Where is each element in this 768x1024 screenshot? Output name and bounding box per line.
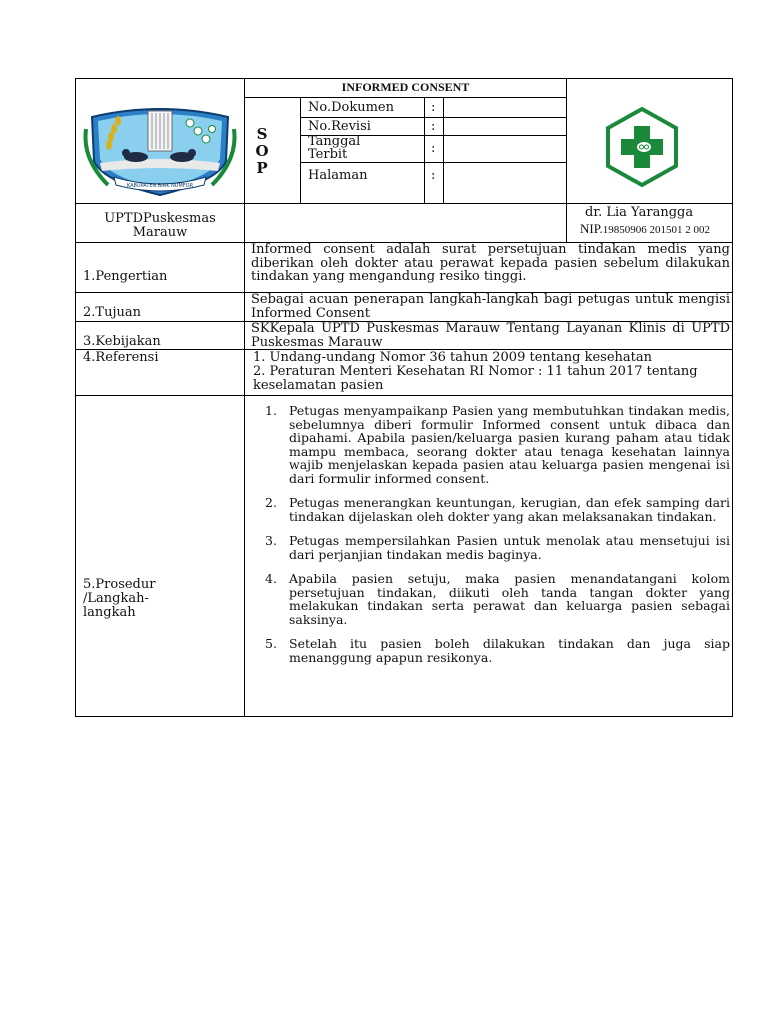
procedure-step bbox=[265, 495, 730, 524]
procedure-step bbox=[265, 533, 730, 562]
logo-caption: KABUPATEN BIAK NUMFOR bbox=[126, 183, 194, 189]
step-number: 3. bbox=[265, 533, 277, 548]
meta-label-halaman: Halaman bbox=[308, 168, 368, 183]
procedure-list bbox=[265, 403, 730, 675]
row-text-kebijakan: SKKepala UPTD Puskesmas Marauw Tentang Layanan Klinis di UPTD Puskesmas Marauw bbox=[251, 321, 730, 350]
procedure-step bbox=[265, 636, 730, 665]
step-number: 4. bbox=[265, 571, 277, 586]
signatory-nip bbox=[580, 222, 710, 237]
step-text: Petugas menyampaikanp Pasien yang membutuhkan tindakan medis, sebelumnya diberi formulir Informed consent untuk dibaca dan dipahami. Apabila pasien/keluarga pasien kurang paham atau tidak mampu membaca, seorang dokter atau tenaga kesehatan lainnya wajib menjelaskan kepada pasien atau keluarga pasien mengenai isi dari formulir informed consent. bbox=[289, 403, 730, 486]
row-text-tujuan: Sebagai acuan penerapan langkah-langkah bagi petugas untuk mengisi Informed Consent bbox=[251, 292, 730, 321]
meta-sep: : bbox=[431, 119, 436, 134]
document-title: INFORMED CONSENT bbox=[341, 80, 470, 94]
referensi-item: 2. Peraturan Menteri Kesehatan RI Nomor : 11 tahun 2017 tentang keselamatan pasien bbox=[253, 364, 698, 393]
step-text: Petugas mempersilahkan Pasien untuk menolak atau mensetujui isi dari perjanjian tindakan medis baginya. bbox=[289, 533, 730, 562]
row-label-referensi: 4.Referensi bbox=[83, 350, 159, 365]
step-number: 5. bbox=[265, 636, 277, 651]
step-text: Apabila pasien setuju, maka pasien menandatangani kolom persetujuan tindakan, diikuti oleh tanda tangan dokter yang melakukan tindakan serta perawat dan keluarga pasien sebagai saksinya. bbox=[289, 571, 730, 627]
nip-value: 19850906 201501 2 002 bbox=[602, 224, 711, 236]
meta-sep: : bbox=[431, 168, 436, 183]
meta-label-no-dokumen: No.Dokumen bbox=[308, 100, 394, 115]
sop-letter: P bbox=[256, 159, 268, 177]
step-number: 1. bbox=[265, 403, 277, 418]
meta-label-tanggal-terbit: Tanggal Terbit bbox=[308, 134, 361, 162]
step-text: Petugas menerangkan keuntungan, kerugian, dan efek samping dari tindakan dijelaskan oleh dokter yang akan melaksanakan tindakan. bbox=[289, 495, 730, 524]
org-name: UPTDPuskesmas Marauw bbox=[104, 211, 216, 240]
step-number: 2. bbox=[265, 495, 277, 510]
referensi-item: 1. Undang-undang Nomor 36 tahun 2009 tentang kesehatan bbox=[253, 350, 652, 365]
procedure-step bbox=[265, 571, 730, 627]
sop-letter: S bbox=[256, 125, 268, 143]
meta-sep: : bbox=[431, 141, 436, 156]
nip-label: NIP. bbox=[580, 221, 603, 236]
row-label-pengertian: 1.Pengertian bbox=[83, 269, 168, 284]
signatory-name: dr. Lia Yarangga bbox=[585, 205, 694, 220]
row-text-pengertian: Informed consent adalah surat persetujuan tindakan medis yang diberikan oleh dokter atau perawat kepada pasien sebelum dilakukan tindakan yang mengandung resiko tinggi. bbox=[251, 242, 730, 284]
step-text: Setelah itu pasien boleh dilakukan tindakan dan juga siap menanggung apapun resikonya. bbox=[289, 636, 730, 665]
referensi-list bbox=[253, 351, 730, 393]
sop-letters bbox=[244, 126, 280, 177]
row-label-prosedur: 5.Prosedur /Langkah-langkah bbox=[83, 577, 156, 620]
sop-letter: O bbox=[255, 142, 269, 160]
row-label-kebijakan: 3.Kebijakan bbox=[83, 334, 161, 349]
regency-logo bbox=[78, 99, 242, 199]
puskesmas-logo bbox=[601, 106, 683, 188]
row-label-tujuan: 2.Tujuan bbox=[83, 305, 141, 320]
meta-label-no-revisi: No.Revisi bbox=[308, 119, 371, 134]
procedure-step bbox=[265, 403, 730, 486]
meta-sep: : bbox=[431, 100, 436, 115]
